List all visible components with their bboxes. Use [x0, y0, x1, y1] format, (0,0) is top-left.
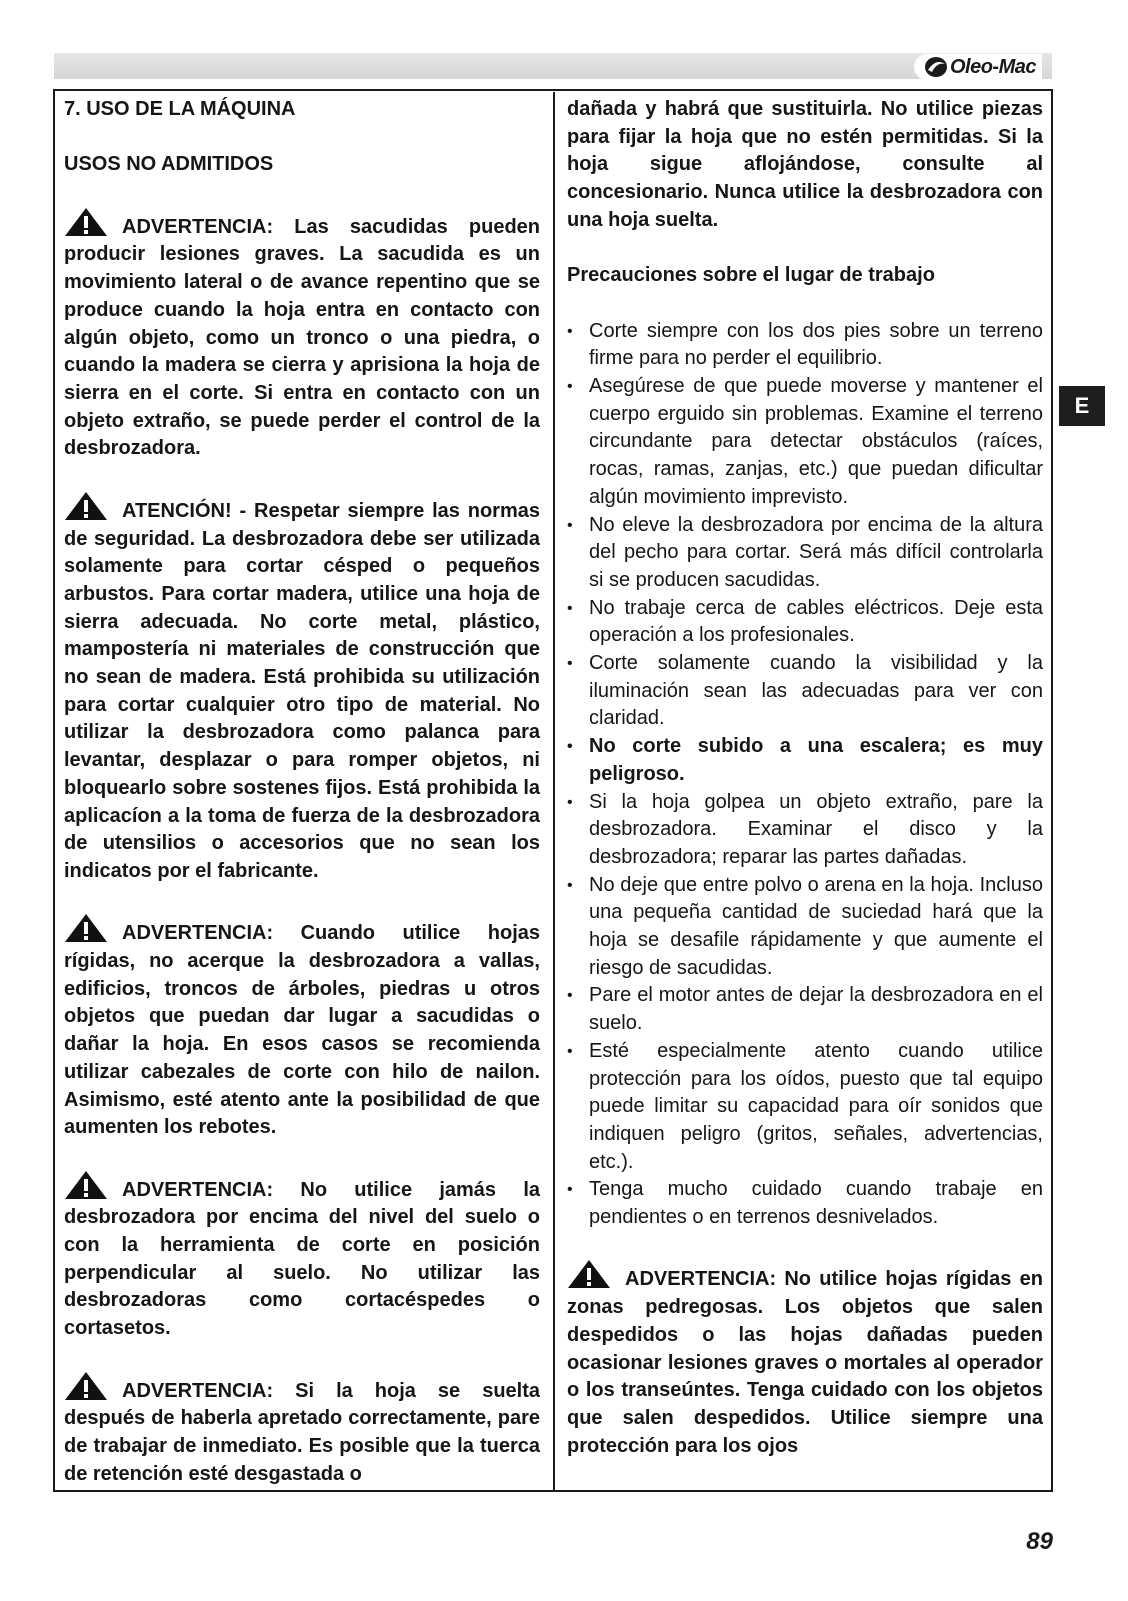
precautions-list	[567, 318, 1043, 1232]
list-item-text: Tenga mucho cuidado cuando trabaje en pendientes o en terrenos desnivelados.	[589, 1178, 1043, 1229]
brand-logo-icon	[924, 56, 948, 78]
list-item-text: Asegúrese de que puede moverse y mantener el cuerpo erguido sin problemas. Examine el terreno circundante para detectar obstáculos (raíces, rocas, ramas, zanjas, etc.) que puedan dificultar algún movimiento imprevisto.	[589, 375, 1043, 508]
header-bar	[54, 53, 1052, 79]
warning-text: ATENCIÓN! - Respetar siempre las normas de seguridad. La desbrozadora debe ser utilizada solamente para cortar césped o pequeños arbustos. Para cortar madera, utilice una hoja de sierra adecuada. No corte metal, plástico, mampostería ni materiales de construcción que no sean de madera. Está prohibida su utilización para cortar cualquier otro tipo de material. No utilizar la desbrozadora como palanca para levantar, desplazar o para romper objetos, ni bloquearlo sobre sostenes fijos. Está prohibida la aplicacíon a la toma de fuerza de la desbrozadora de utensilios o accesorios que no sean los indicatos por el fabricante.	[64, 499, 540, 882]
bullet-marker: •	[567, 1181, 573, 1199]
list-item-text: Pare el motor antes de dejar la desbrozadora en el suelo.	[589, 984, 1043, 1035]
warning-triangle-icon	[64, 491, 108, 521]
list-item	[567, 1038, 1043, 1177]
brand-name: Oleo-Mac	[949, 55, 1036, 78]
list-item	[567, 733, 1043, 788]
warning-triangle-icon	[64, 1371, 108, 1401]
page-number: 89	[1026, 1528, 1053, 1555]
bullet-marker: •	[567, 516, 573, 534]
bullet-marker: •	[567, 1042, 573, 1060]
warning-triangle-icon	[64, 913, 108, 943]
right-column	[567, 96, 1043, 1460]
bullet-marker: •	[567, 793, 573, 811]
list-item-text: No trabaje cerca de cables eléctricos. Deje esta operación a los profesionales.	[589, 596, 1043, 647]
bullet-marker: •	[567, 876, 573, 894]
bullet-marker: •	[567, 378, 573, 395]
warning-triangle-icon	[567, 1259, 611, 1289]
column-divider	[553, 92, 555, 1490]
list-item-text: No deje que entre polvo o arena en la hoja. Incluso una pequeña cantidad de suciedad hará que la hoja se desafile rápidamente y que aumente el riesgo de sacudidas.	[589, 873, 1043, 979]
section-title: 7. USO DE LA MÁQUINA	[64, 98, 296, 120]
brand-logo	[914, 54, 1042, 80]
list-item	[567, 650, 1043, 733]
warning-paragraph	[64, 913, 540, 1142]
warning-paragraph	[567, 1259, 1043, 1460]
warning-text: ADVERTENCIA: Si la hoja se suelta después de haberla apretado correctamente, pare de trabajar de inmediato. Es posible que la tuerca de retención esté desgastada o	[64, 1379, 540, 1485]
list-item-text: Esté especialmente atento cuando utilice protección para los oídos, puesto que tal equipo puede limitar su capacidad para oír sonidos que indiquen peligro (gritos, señales, advertencias, etc.).	[589, 1039, 1043, 1173]
bullet-marker: •	[567, 987, 573, 1005]
list-item-text: No eleve la desbrozadora por encima de la altura del pecho para cortar. Será más difícil controlarla si se producen sacudidas.	[589, 513, 1043, 591]
warning-paragraph	[64, 1170, 540, 1343]
warning-paragraph	[64, 207, 540, 463]
list-item-text: No corte subido a una escalera; es muy peligroso.	[589, 735, 1043, 785]
list-item-text: Si la hoja golpea un objeto extraño, pare la desbrozadora. Examinar el disco y la desbrozadora; reparar las partes dañadas.	[589, 790, 1043, 868]
list-item-text: Corte siempre con los dos pies sobre un terreno firme para no perder el equilibrio.	[589, 319, 1043, 370]
warning-text: ADVERTENCIA: Cuando utilice hojas rígidas, no acerque la desbrozadora a vallas, edificios, troncos de árboles, piedras u otros objetos que puedan dar lugar a sacudidas o dañar la hoja. En esos casos se recomienda utilizar cabezales de corte con hilo de nailon. Asimismo, esté atento ante la posibilidad de que aumenten los rebotes.	[64, 922, 540, 1139]
list-item	[567, 789, 1043, 872]
list-item	[567, 982, 1043, 1037]
warning-text: ADVERTENCIA: No utilice hojas rígidas en zonas pedregosas. Los objetos que salen despedidos o las hojas dañadas pueden ocasionar lesiones graves o mortales al operador o los transeúntes. Tenga cuidado con los objetos que salen despedidos. Utilice siempre una protección para los ojos	[567, 1268, 1043, 1457]
warning-text: ADVERTENCIA: No utilice jamás la desbrozadora por encima del nivel del suelo o con la herramienta de corte en posición perpendicular al suelo. No utilizar las desbrozadoras como cortacéspedes o cortasetos.	[64, 1178, 540, 1340]
warning-paragraph	[64, 1371, 540, 1489]
list-item	[567, 373, 1043, 512]
warning-paragraph	[64, 491, 540, 886]
left-column	[64, 96, 540, 1488]
list-item	[567, 872, 1043, 983]
bullet-marker: •	[567, 599, 573, 617]
continuation-paragraph: dañada y habrá que sustituirla. No utilice piezas para fijar la hoja que no estén permitidas. Si la hoja sigue aflojándose, consulte al concesionario. Nunca utilice la desbrozadora con una hoja suelta.	[567, 98, 1043, 231]
warning-triangle-icon	[64, 1170, 108, 1200]
warning-triangle-icon	[64, 207, 108, 237]
warning-text: ADVERTENCIA: Las sacudidas pueden producir lesiones graves. La sacudida es un movimiento lateral o de avance repentino que se produce cuando la hoja entra en contacto con algún objeto, como un tronco o una piedra, o cuando la madera se cierra y aprisiona la hoja de sierra en el corte. Si entra en contacto con un objeto extraño, se puede perder el control de la desbrozadora.	[64, 215, 540, 460]
bullet-marker: •	[567, 738, 573, 756]
list-item	[567, 318, 1043, 373]
language-tab: E	[1059, 386, 1105, 426]
list-item	[567, 512, 1043, 595]
bullet-marker: •	[567, 322, 573, 340]
section-subtitle: USOS NO ADMITIDOS	[64, 153, 274, 176]
subsection-title: Precauciones sobre el lugar de trabajo	[567, 264, 935, 287]
list-item	[567, 595, 1043, 650]
list-item	[567, 1176, 1043, 1231]
bullet-marker: •	[567, 655, 573, 673]
list-item-text: Corte solamente cuando la visibilidad y la iluminación sean las adecuadas para ver con claridad.	[589, 652, 1043, 730]
